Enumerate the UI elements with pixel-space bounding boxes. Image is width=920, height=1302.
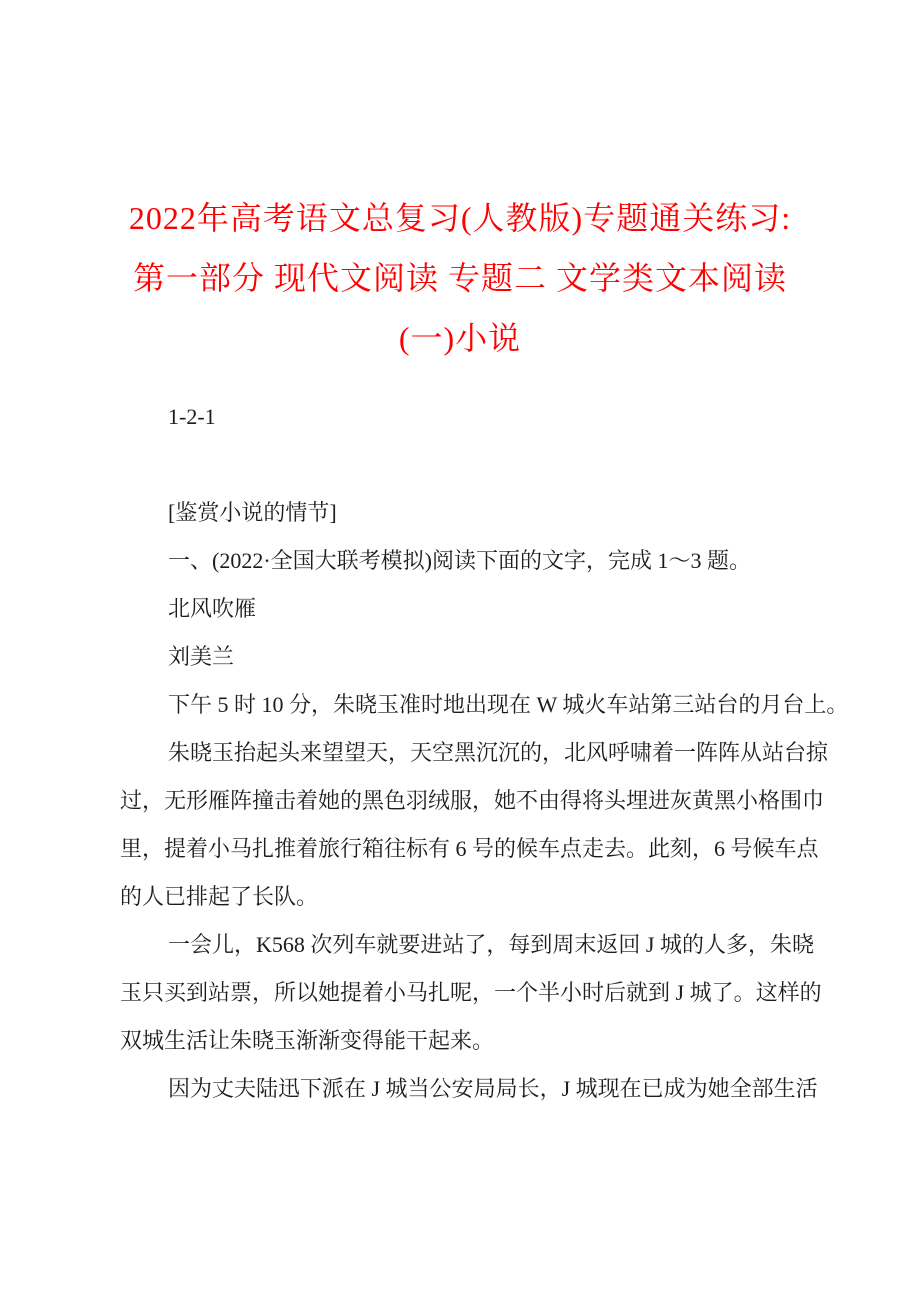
blank-line <box>120 441 846 489</box>
document-body <box>120 393 849 1113</box>
text-line: 北风吹雁 <box>168 596 257 621</box>
title-line-1: 2022年高考语文总复习(人教版)专题通关练习: <box>128 200 792 236</box>
title-line-2: 第一部分 现代文阅读 专题二 文学类文本阅读 <box>132 260 787 296</box>
text-line: 里，提着小马扎推着旅行箱往标有 6 号的候车点走去。此刻，6 号候车点 <box>120 836 819 861</box>
text-line: 过，无形雁阵撞击着她的黑色羽绒服，她不由得将头埋进灰黄黑小格围巾 <box>120 788 825 813</box>
text-line: 一、(2022·全国大联考模拟)阅读下面的文字，完成 1～3 题。 <box>168 548 751 573</box>
text-line: 双城生活让朱晓玉渐渐变得能干起来。 <box>120 1028 495 1053</box>
title-line-3: (一)小说 <box>398 320 522 356</box>
text-line: 一会儿，K568 次列车就要进站了，每到周末返回 J 城的人多，朱晓 <box>168 932 814 957</box>
text-line: 朱晓玉抬起头来望望天，天空黑沉沉的，北风呼啸着一阵阵从站台掠 <box>168 740 829 765</box>
text-line: 刘美兰 <box>168 644 235 669</box>
text-line: 下午 5 时 10 分，朱晓玉准时地出现在 W 城火车站第三站台的月台上。 <box>168 692 849 717</box>
text-line: 1-2-1 <box>168 404 216 429</box>
document-title <box>120 188 800 368</box>
text-line: 的人已排起了长队。 <box>120 884 319 909</box>
text-line: [鉴赏小说的情节] <box>168 500 337 525</box>
text-line: 因为丈夫陆迅下派在 J 城当公安局局长，J 城现在已成为她全部生活 <box>168 1076 818 1101</box>
text-line: 玉只买到站票，所以她提着小马扎呢，一个半小时后就到 J 城了。这样的 <box>120 980 822 1005</box>
